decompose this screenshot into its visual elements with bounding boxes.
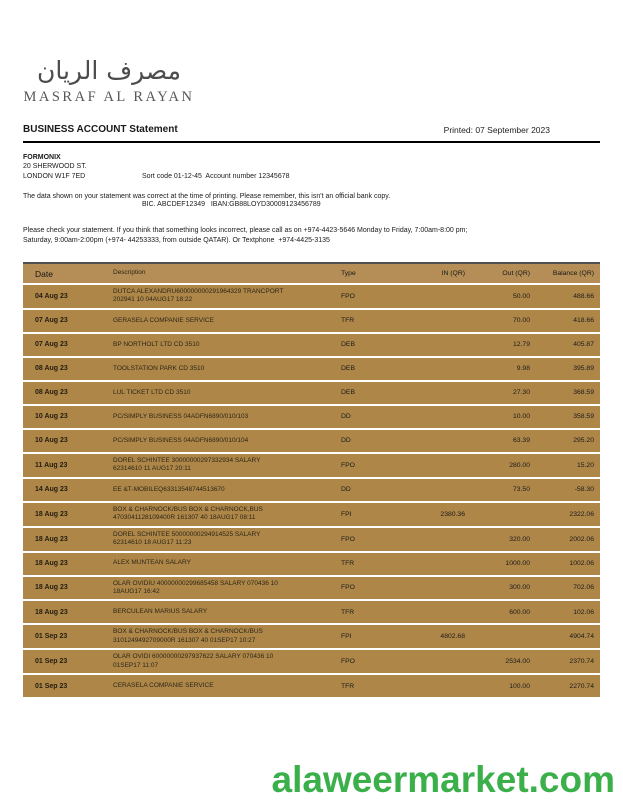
out-amount-cell: 9.98 <box>516 365 530 373</box>
table-row <box>23 528 600 553</box>
date-cell: 18 Aug 23 <box>35 535 68 543</box>
out-amount-cell: 280.00 <box>509 461 530 469</box>
bank-name-english: MASRAF AL RAYAN <box>23 89 195 105</box>
in-amount-cell <box>403 390 465 396</box>
table-header-row <box>23 262 600 285</box>
date-cell: 01 Sep 23 <box>35 633 68 641</box>
sort-code-line: Sort code 01-12-45 Account number 12345678 <box>142 172 290 180</box>
date-cell: 18 Aug 23 <box>35 584 68 592</box>
account-codes-block <box>142 153 321 229</box>
type-cell: FPI <box>341 510 352 518</box>
out-amount-cell <box>465 634 530 640</box>
account-holder-name: FORMONIX <box>23 154 61 161</box>
type-cell: FPO <box>341 584 355 592</box>
column-header-in: IN (QR) <box>441 270 465 277</box>
date-cell: 01 Sep 23 <box>35 682 68 690</box>
balance-cell: 418.66 <box>573 317 594 325</box>
date-cell: 07 Aug 23 <box>35 317 68 325</box>
out-amount-cell: 27.30 <box>512 389 530 397</box>
column-header-description: Description <box>113 269 146 277</box>
description-cell: OLAR OVIDI 60000000297937622 SALARY 070436 10 01SEP17 11:07 <box>113 653 274 669</box>
date-cell: 07 Aug 23 <box>35 341 68 349</box>
balance-cell: 358.59 <box>573 413 594 421</box>
type-cell: DD <box>341 486 351 494</box>
balance-cell: 295.20 <box>573 437 594 445</box>
description-cell: TOOLSTATION PARK CD 3510 <box>113 364 205 372</box>
balance-cell: 1002.06 <box>569 560 594 567</box>
out-amount-cell: 50.00 <box>512 292 530 300</box>
description-cell: EE &T-MOBILEQ63313548744513670 <box>113 485 225 493</box>
printed-date: Printed: 07 September 2023 <box>443 125 550 135</box>
column-header-out: Out (QR) <box>502 270 530 277</box>
description-cell: BP NORTHOLT LTD CD 3510 <box>113 340 200 348</box>
transactions-table <box>23 262 600 699</box>
date-cell: 04 Aug 23 <box>35 292 68 300</box>
description-cell: PC/SIMPLY BUSINESS 04ADFN6890/010/103 <box>113 412 249 420</box>
out-amount-cell: 70.00 <box>512 317 530 325</box>
description-cell: CERASELA COMPANIE SERVICE <box>113 681 214 689</box>
table-row <box>23 382 600 406</box>
in-amount-cell <box>403 585 465 591</box>
header-divider <box>23 141 600 143</box>
table-row <box>23 553 600 577</box>
account-holder-block <box>23 153 142 229</box>
out-amount-cell: 600.00 <box>509 608 530 616</box>
description-cell: ALEX MUNTEAN SALARY <box>113 559 191 567</box>
out-amount-cell: 100.00 <box>509 682 530 690</box>
description-cell: DOREL SCHINTEE 50000000294914525 SALARY 62314610 18 AUG17 11:23 <box>113 530 261 547</box>
description-cell: LUL TICKET LTD CD 3510 <box>113 388 191 396</box>
description-cell: DUTCA ALEXANDRU600000000291964329 TRANCPORT 202941 10 04AUG17 18:22 <box>113 288 284 304</box>
balance-cell: 488.66 <box>573 292 594 300</box>
brand-block <box>18 4 200 106</box>
description-cell: GERASELA COMPANIE SERVICE <box>113 316 214 324</box>
type-cell: DEB <box>341 341 355 349</box>
statement-header <box>23 124 600 135</box>
out-amount-cell: 320.00 <box>509 535 530 543</box>
in-amount-cell: 2380.36 <box>440 510 465 518</box>
table-row <box>23 675 600 699</box>
date-cell: 10 Aug 23 <box>35 437 68 445</box>
out-amount-cell: 12.79 <box>512 341 530 349</box>
date-cell: 08 Aug 23 <box>35 389 68 397</box>
balance-cell: 4904.74 <box>569 633 594 641</box>
table-row <box>23 650 600 675</box>
balance-cell: 368.59 <box>573 389 594 397</box>
column-header-balance: Balance (QR) <box>552 270 594 277</box>
table-row <box>23 625 600 650</box>
column-header-type: Type <box>341 270 356 277</box>
account-address-line2: LONDON W1F 7ED <box>23 172 86 180</box>
table-row <box>23 454 600 479</box>
date-cell: 10 Aug 23 <box>35 413 68 421</box>
out-amount-cell: 2534.00 <box>505 658 530 666</box>
in-amount-cell <box>403 342 465 348</box>
in-amount-cell <box>403 438 465 444</box>
balance-cell: 395.89 <box>573 365 594 373</box>
table-row <box>23 577 600 602</box>
description-cell: BERCULEAN MARIUS SALARY <box>113 608 208 616</box>
table-row <box>23 430 600 454</box>
out-amount-cell: 300.00 <box>509 584 530 592</box>
contact-text: Please check your statement. If you think that something looks incorrect, please call as on +974-4423-5646 Monday to Friday, 7:00am-8:00 pm; Saturday, 9:00am-2:00pm (+974- 44253333, from outside QATAR). Or Textphone +974-4425-3135 <box>23 227 470 245</box>
description-cell: BOX & CHARNOCK/BUS BOX & CHARNOCK/BUS 3101249492709000R 161307 40 01SEP17 10:27 <box>113 628 263 644</box>
page-title: BUSINESS ACCOUNT Statement <box>23 124 178 135</box>
balance-cell: 2322.06 <box>569 510 594 518</box>
in-amount-cell: 4802.68 <box>440 633 465 641</box>
description-cell: PC/SIMPLY BUSINESS 04ADFN6890/010/104 <box>113 436 249 444</box>
table-row <box>23 358 600 382</box>
disclaimer-text: The data shown on your statement was correct at the time of printing. Please remember, this isn't an official bank copy. <box>23 193 391 200</box>
balance-cell: 2002.06 <box>569 535 594 543</box>
type-cell: DEB <box>341 365 355 373</box>
in-amount-cell <box>403 659 465 665</box>
type-cell: DD <box>341 413 351 421</box>
type-cell: DEB <box>341 389 355 397</box>
type-cell: FPO <box>341 535 355 543</box>
type-cell: FPO <box>341 292 355 300</box>
balance-cell: 15.20 <box>576 461 594 469</box>
table-row <box>23 285 600 310</box>
in-amount-cell <box>403 462 465 468</box>
in-amount-cell <box>403 414 465 420</box>
date-cell: 18 Aug 23 <box>35 608 68 616</box>
balance-cell: -58.30 <box>574 486 594 494</box>
type-cell: TFR <box>341 560 355 567</box>
bic-iban-line: BIC. ABCDEF12349 IBAN:GB88LOYD30009123456789 <box>142 201 321 209</box>
out-amount-cell: 63.39 <box>512 437 530 445</box>
in-amount-cell <box>403 366 465 372</box>
date-cell: 01 Sep 23 <box>35 658 68 666</box>
type-cell: FPI <box>341 633 352 641</box>
column-header-date: Date <box>35 268 53 279</box>
in-amount-cell <box>403 487 465 493</box>
description-cell: BOX & CHARNOCK/BUS BOX & CHARNOCK,BUS 4703041128109400R 161307 40 18AUG17 08:11 <box>113 505 263 522</box>
type-cell: TFR <box>341 682 355 690</box>
date-cell: 18 Aug 23 <box>35 560 68 567</box>
date-cell: 14 Aug 23 <box>35 486 68 494</box>
table-row <box>23 310 600 334</box>
out-amount-cell <box>465 511 530 517</box>
balance-cell: 2370.74 <box>569 658 594 666</box>
account-info <box>23 153 600 229</box>
table-row <box>23 601 600 625</box>
type-cell: FPO <box>341 461 355 469</box>
balance-cell: 2270.74 <box>569 682 594 690</box>
watermark-text: alaweermarket.com <box>271 759 615 800</box>
table-row <box>23 503 600 528</box>
table-row <box>23 334 600 358</box>
in-amount-cell <box>403 609 465 615</box>
in-amount-cell <box>403 293 465 299</box>
date-cell: 11 Aug 23 <box>35 461 68 469</box>
table-row <box>23 406 600 430</box>
balance-cell: 102.06 <box>573 608 594 616</box>
transactions-body <box>23 285 600 699</box>
type-cell: TFR <box>341 608 355 616</box>
type-cell: DD <box>341 437 351 445</box>
in-amount-cell <box>403 683 465 689</box>
balance-cell: 702.06 <box>573 584 594 592</box>
type-cell: FPO <box>341 658 355 666</box>
in-amount-cell <box>403 561 465 567</box>
description-cell: DOREL SCHINTEE 30000000297332934 SALARY 62314610 11 AUG17 20:11 <box>113 456 261 473</box>
table-row <box>23 479 600 503</box>
out-amount-cell: 10.00 <box>512 413 530 421</box>
account-address-line1: 20 SHERWOOD ST. <box>23 163 87 171</box>
balance-cell: 405.87 <box>573 341 594 349</box>
in-amount-cell <box>403 536 465 542</box>
date-cell: 08 Aug 23 <box>35 365 68 373</box>
description-cell: OLAR OVIDIU 40000000299685458 SALARY 070436 10 18AUG17 16:42 <box>113 579 278 595</box>
type-cell: TFR <box>341 317 355 325</box>
bank-name-arabic: مصرف الريان <box>36 56 182 85</box>
out-amount-cell: 1000.00 <box>505 560 530 567</box>
bank-logo-icon <box>18 4 200 56</box>
date-cell: 18 Aug 23 <box>35 510 68 518</box>
in-amount-cell <box>403 318 465 324</box>
out-amount-cell: 73.50 <box>512 486 530 494</box>
